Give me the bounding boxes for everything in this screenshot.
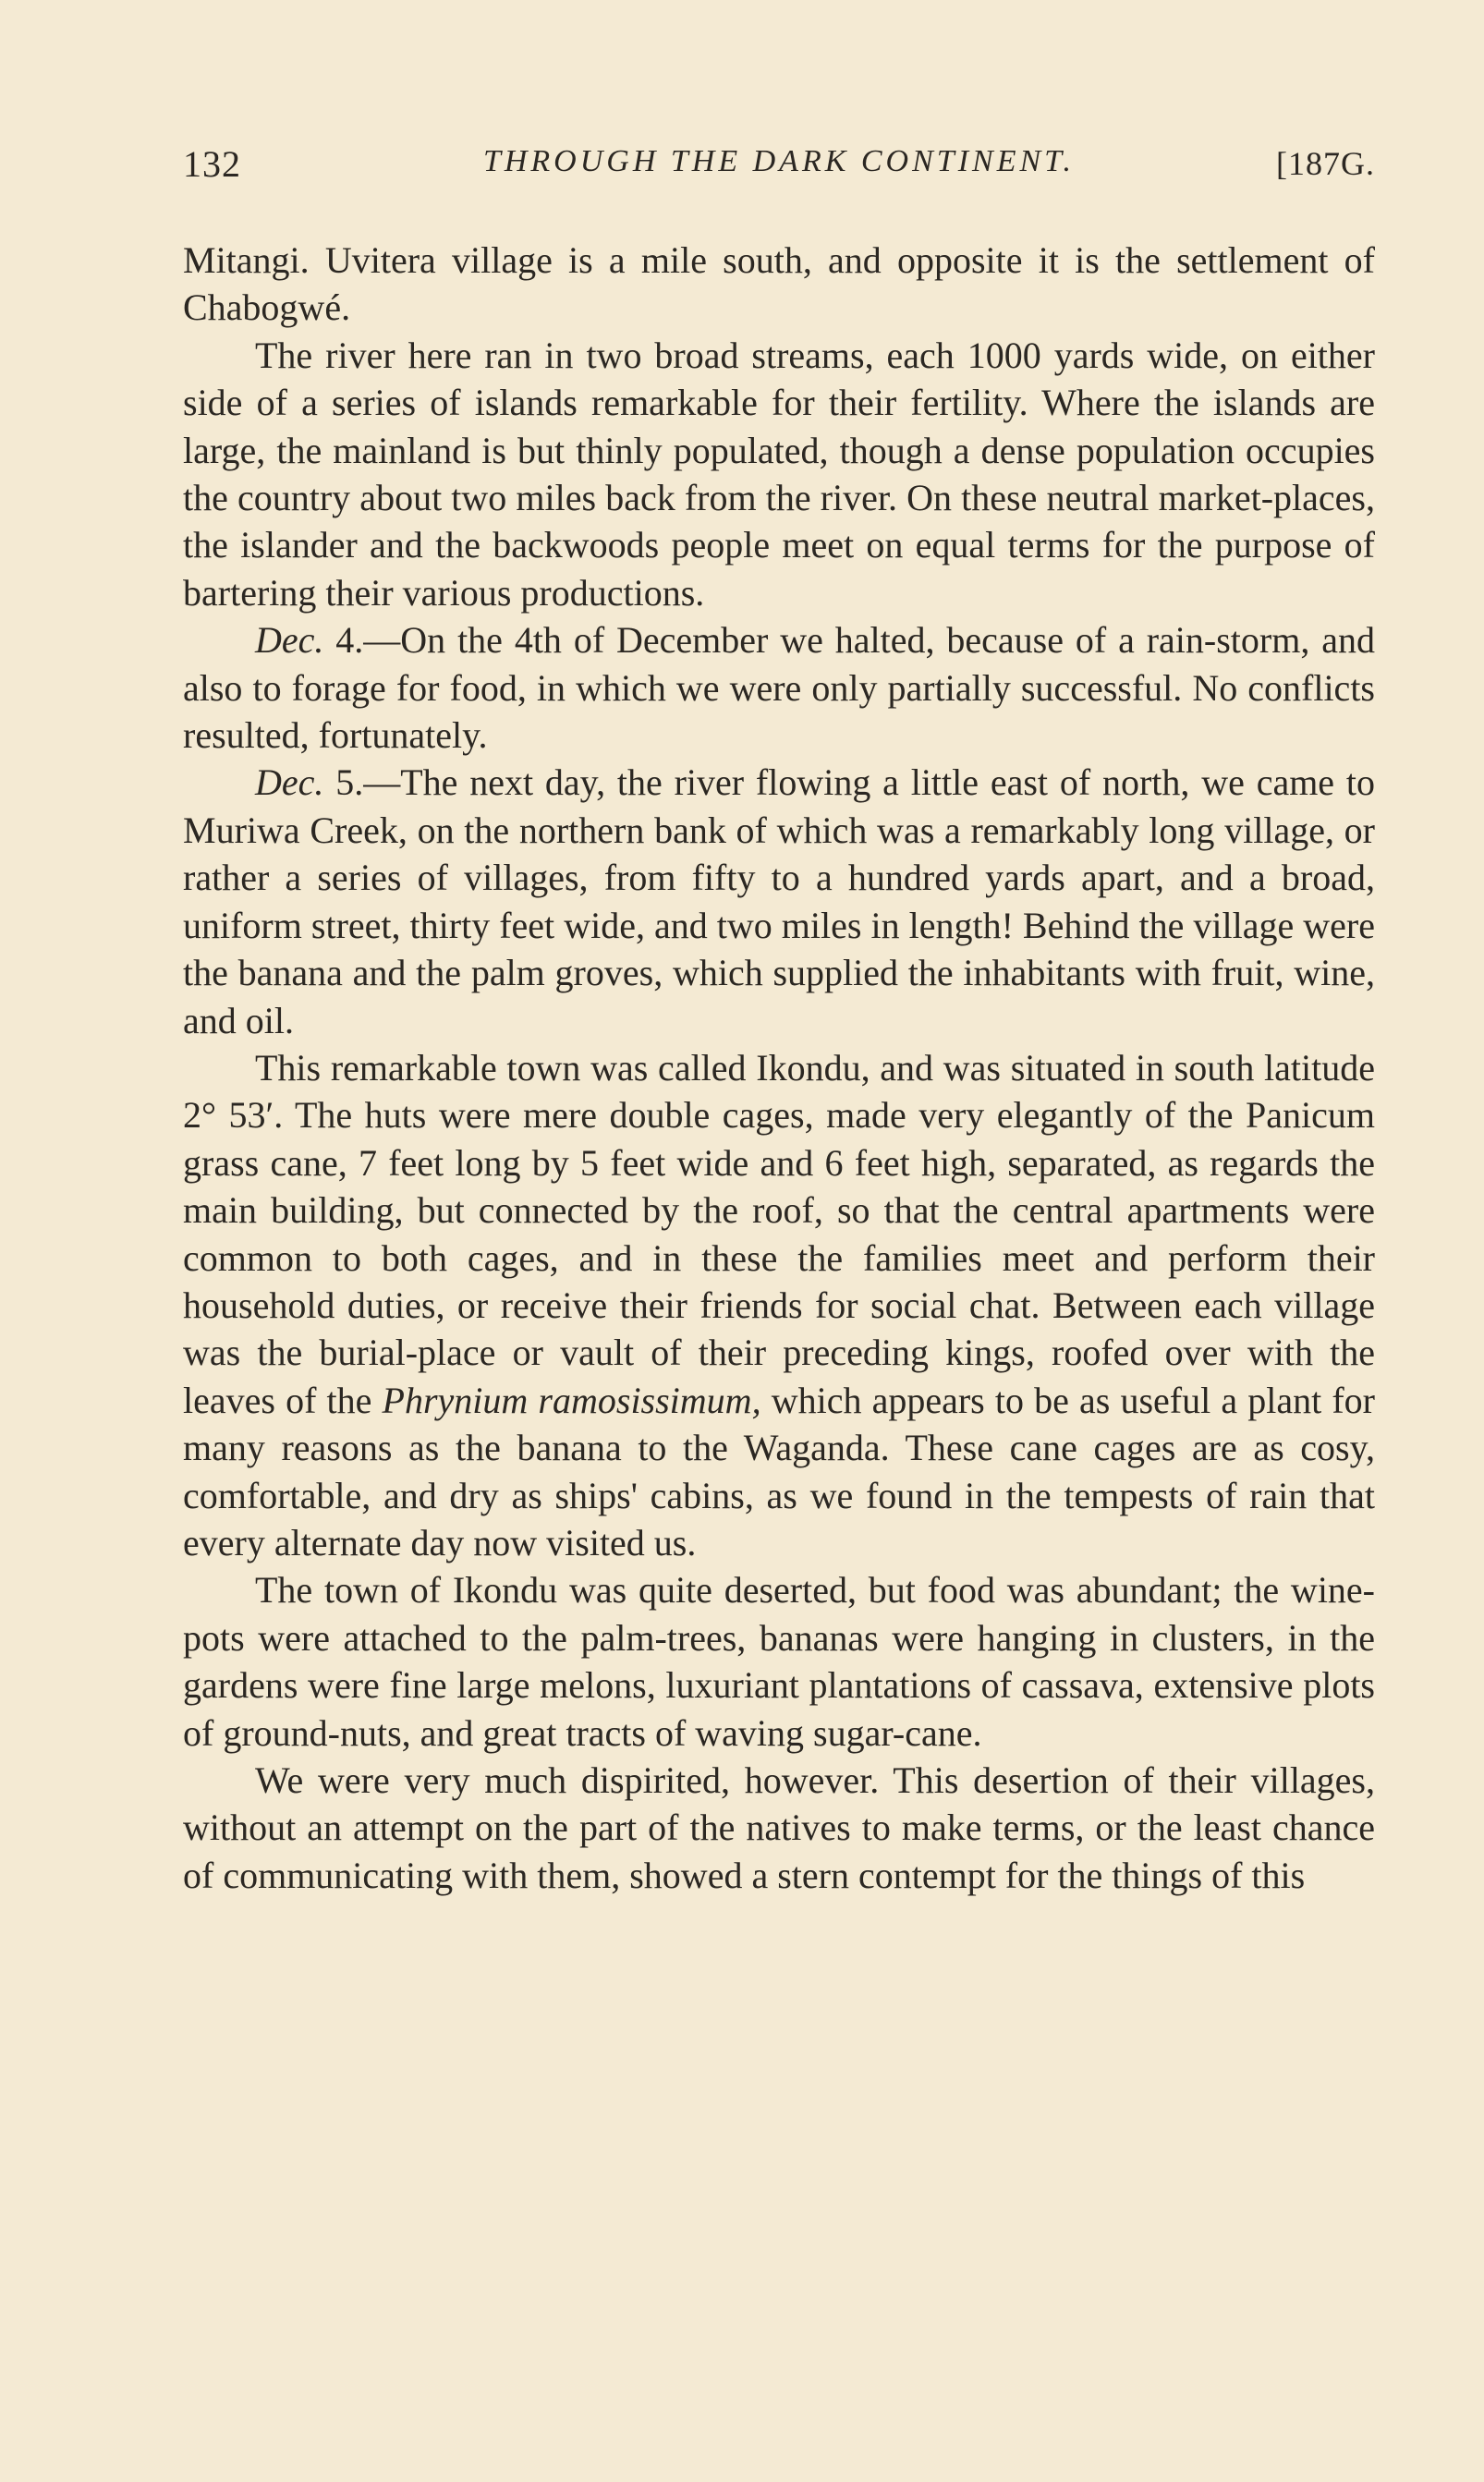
paragraph-text: 5.—The next day, the river flowing a little east of north, we came to Muriwa Creek, on the northern bank of which was a remarkably long village, or rather a series of villages, from fifty to a hundred yards apart, and a broad, uniform street, thirty feet wide, and two miles in length! Behind the village were the banana and the palm groves, which supplied the inhabitants with fruit, wine, and oil.	[183, 761, 1375, 1041]
paragraph-text: which appears to be as useful a plant for many reasons as the banana to the Waganda. These cane cages are as cosy, comfortable, and dry as ships' cabins, as we found in the tempests of rain that every alternate day now visited us.	[183, 1379, 1375, 1563]
paragraph-text: The town of Ikondu was quite deserted, but food was abundant; the wine-pots were attached to the palm-trees, bananas were hanging in clusters, in the gardens were fine large melons, luxuriant plantations of cassava, extensive plots of ground-nuts, and great tracts of waving sugar-cane.	[183, 1569, 1375, 1754]
paragraph-text: We were very much dispirited, however. This desertion of their villages, without an attempt on the part of the natives to make terms, or the least chance of communicating with them, showed a stern contempt for the things of this	[183, 1759, 1375, 1896]
paragraph-dispirited	[183, 1757, 1375, 1899]
paragraph-dec-5	[183, 759, 1375, 1043]
running-title: THROUGH THE DARK CONTINENT.	[482, 144, 1076, 178]
paragraph-text: This remarkable town was called Ikondu, and was situated in south latitude 2° 53′. The huts were mere double cages, made very elegantly of the Panicum grass cane, 7 feet long by 5 feet wide and 6 feet high, separated, as regards the main building, but connected by the roof, so that the central apartments were common to both cages, and in these the families meet and perform their household duties, or receive their friends for social chat. Between each village was the burial-place or vault of their preceding kings, roofed over with the leaves of the	[183, 1046, 1375, 1421]
paragraph-continuation	[183, 237, 1375, 332]
page-body	[183, 237, 1375, 1899]
paragraph-ikondu	[183, 1044, 1375, 1566]
paragraph-river	[183, 332, 1375, 616]
paragraph-text: 4.—On the 4th of December we halted, because of a rain-storm, and also to forage for food, in which we were only partially successful. No conflicts resulted, fortunately.	[183, 619, 1375, 757]
page-number: 132	[183, 143, 241, 185]
paragraph-deserted-town	[183, 1566, 1375, 1757]
page-header	[183, 142, 1375, 198]
species-name: Phrynium ramosissimum,	[382, 1379, 761, 1421]
date-label: Dec.	[255, 761, 324, 804]
header-year: [187G.	[1276, 145, 1375, 182]
date-label: Dec.	[255, 619, 324, 662]
paragraph-dec-4	[183, 616, 1375, 759]
paragraph-text: The river here ran in two broad streams, each 1000 yards wide, on either side of a series of islands remarkable for their fertility. Where the islands are large, the mainland is but thinly populated, though a dense population occupies the country about two miles back from the river. On these neutral market-places, the islander and the backwoods people meet on equal terms for the purpose of bartering their various productions.	[183, 334, 1375, 614]
paragraph-text: Mitangi. Uvitera village is a mile south, and opposite it is the settlement of Chabogwé.	[183, 239, 1375, 329]
